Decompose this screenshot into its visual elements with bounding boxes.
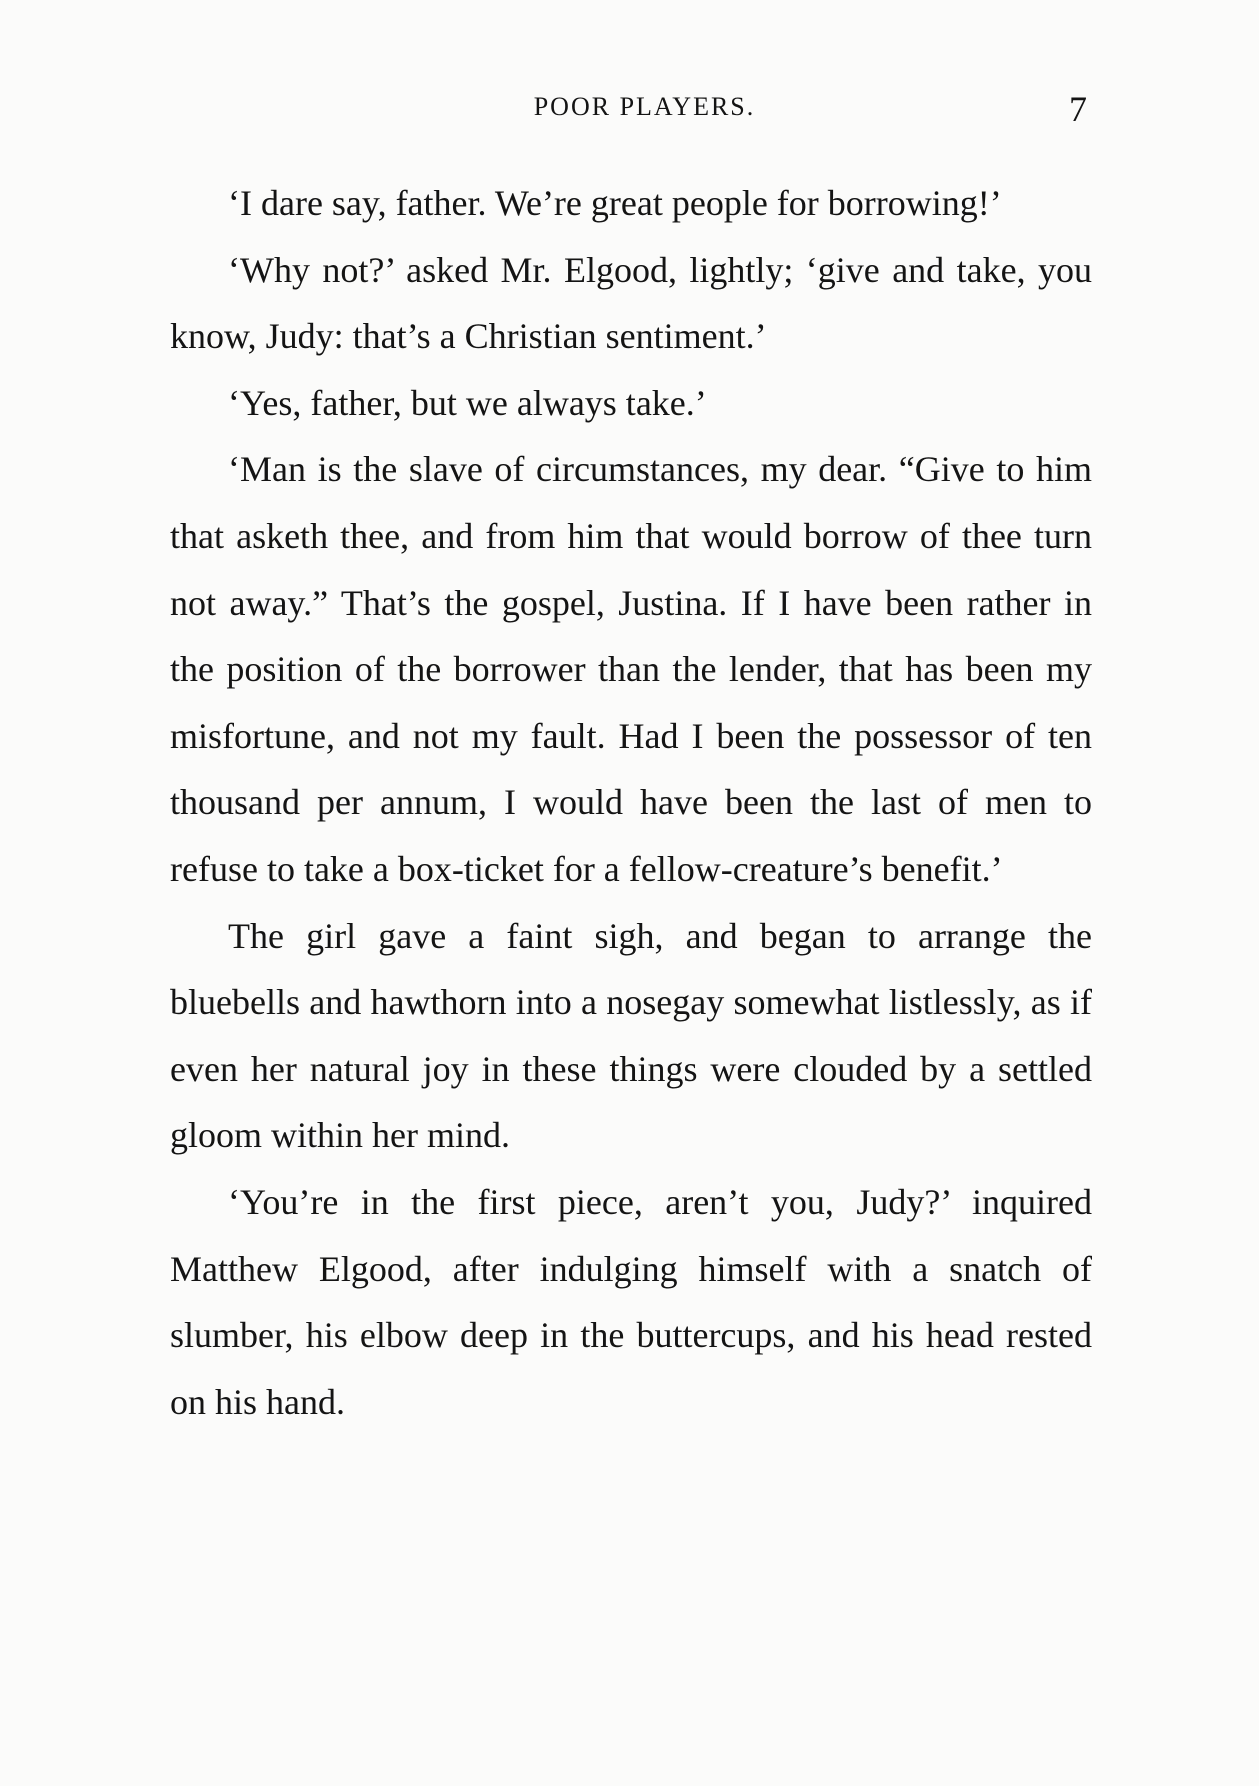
- paragraph: ‘Yes, father, but we always take.’: [228, 382, 707, 423]
- paragraph: The girl gave a faint sigh, and began to arrange the bluebells and hawthorn into a nosegay somewhat listlessly, as if even her natural joy in these things were clouded by a settled gloom within her mind.: [170, 915, 1092, 1156]
- paragraph: ‘Man is the slave of circumstances, my dear. “Give to him that asketh thee, and from him that would borrow of thee turn not away.” That’s the gospel, Justina. If I have been rather in the position of the borrower than the lender, that has been my misfortune, and not my fault. Had I been the possessor of ten thousand per annum, I would have been the last of men to refuse to take a box-ticket for a fellow-creature’s benefit.’: [170, 449, 1092, 889]
- running-title: POOR PLAYERS.: [533, 92, 756, 121]
- paragraph: ‘Why not?’ asked Mr. Elgood, lightly; ‘give and take, you know, Judy: that’s a Christian sentiment.’: [170, 249, 1092, 357]
- paragraph: ‘You’re in the first piece, aren’t you, Judy?’ inquired Matthew Elgood, after indulging himself with a snatch of slumber, his elbow deep in the buttercups, and his head rested on his hand.: [170, 1181, 1092, 1422]
- paragraph: ‘I dare say, father. We’re great people for borrowing!’: [228, 183, 1002, 223]
- page-number: 7: [1069, 89, 1087, 129]
- body-text: [170, 170, 1092, 1435]
- running-head: [0, 88, 1259, 132]
